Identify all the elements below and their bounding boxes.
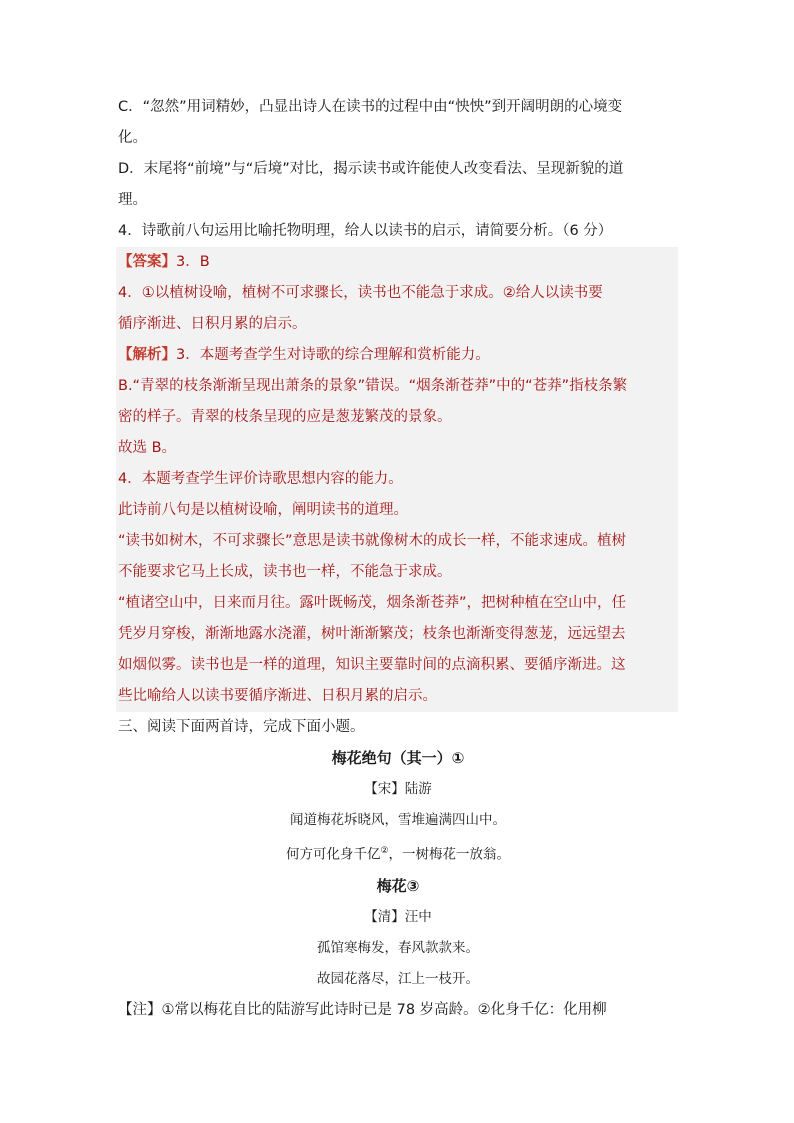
poem2-author: 【清】汪中: [364, 908, 432, 925]
analysis-q4-p2-line1: “读书如树木，不可求骤长”意思是读书就像树木的成长一样，不能求速成。植树: [118, 533, 627, 549]
analysis-q4-p3-line1: “植诸空山中，日来而月往。露叶既畅茂，烟条渐苍莽”，把树种植在空山中，任: [118, 595, 627, 611]
analysis-q4-p1: 此诗前八句是以植树设喻，阐明读书的道理。: [118, 502, 408, 518]
question-4: 4．诗歌前八句运用比喻托物明理，给人以读书的启示，请简要分析。（6 分）: [118, 223, 613, 239]
note-text: ①常以梅花自比的陆游写此诗时已是 78 岁高龄。②化身千亿：化用柳: [161, 1001, 607, 1018]
section-3-heading: 三、阅读下面两首诗，完成下面小题。: [118, 719, 365, 735]
answer-q4-line2: 循序渐进、日积月累的启示。: [118, 316, 307, 332]
poem1-line1: 闻道梅花坼晓风，雪堆遍满四山中。: [290, 812, 506, 828]
analysis-q3-choice: 故选 B。: [118, 440, 177, 456]
analysis-q4-p3-line2: 凭岁月穿梭，渐渐地露水浇灌，树叶渐渐繁茂；枝条也渐渐变得葱茏，远远望去: [118, 626, 626, 642]
answer-q3: [118, 247, 678, 278]
analysis-q3-intro-text: 3．本题考查学生对诗歌的综合理解和赏析能力。: [176, 347, 490, 363]
answer-q4-line1: 4．①以植树设喻，植树不可求骤长，读书也不能急于求成。②给人以读书要: [118, 285, 603, 301]
option-c-line2: 化。: [118, 130, 147, 146]
option-d-line2: 理。: [118, 192, 147, 208]
answer-q3-text: 3．B: [176, 254, 210, 270]
analysis-q4-p3-line3: 如烟似雾。读书也是一样的道理，知识主要靠时间的点滴积累、要循序渐进。这: [118, 657, 626, 673]
analysis-q4-p3-line4: 些比喻给人以读书要循序渐进、日积月累的启示。: [118, 688, 437, 704]
analysis-q3-intro: [118, 340, 678, 371]
option-d-line1: D．末尾将“前境”与“后境”对比，揭示读书或许能使人改变看法、呈现新貌的道: [118, 161, 624, 177]
analysis-q4-intro: 4．本题考查学生评价诗歌思想内容的能力。: [118, 471, 403, 487]
poem1-line2a: 何方可化身千亿: [285, 846, 381, 863]
poem1-author: 【宋】陆游: [364, 781, 432, 797]
analysis-q4-p2-line2: 不能要求它马上长成，读书也一样，不能急于求成。: [118, 564, 452, 580]
answer-analysis-block: [116, 247, 678, 712]
option-c-line1: C．“忽然”用词精妙，凸显出诗人在读书的过程中由“怏怏”到开阔明朗的心境变: [118, 99, 623, 115]
poem2-line1: 孤馆寒梅发，春风款款来。: [317, 939, 479, 956]
poem2-line2: 故园花落尽，江上一枝开。: [317, 970, 479, 987]
note-line: [118, 995, 678, 1026]
poem1-line2: [118, 836, 678, 871]
analysis-tag: 【解析】: [118, 347, 176, 363]
poem1-line2b: ，一树梅花一放翁。: [388, 846, 511, 863]
analysis-q3-line2: 密的样子。青翠的枝条呈现的应是葱茏繁茂的景象。: [118, 409, 452, 425]
poem1-title: 梅花绝句（其一）①: [331, 749, 465, 767]
note-tag: 【注】: [118, 1001, 162, 1018]
poem2-title: 梅花③: [376, 876, 420, 895]
poem1-line2-footnote: ②: [380, 846, 389, 856]
document-page: [118, 92, 678, 1026]
answer-tag: 【答案】: [118, 254, 176, 270]
analysis-q3-line1: B.“青翠的枝条渐渐呈现出萧条的景象”错误。“烟条渐苍莽”中的“苍莽”指枝条繁: [118, 378, 628, 394]
